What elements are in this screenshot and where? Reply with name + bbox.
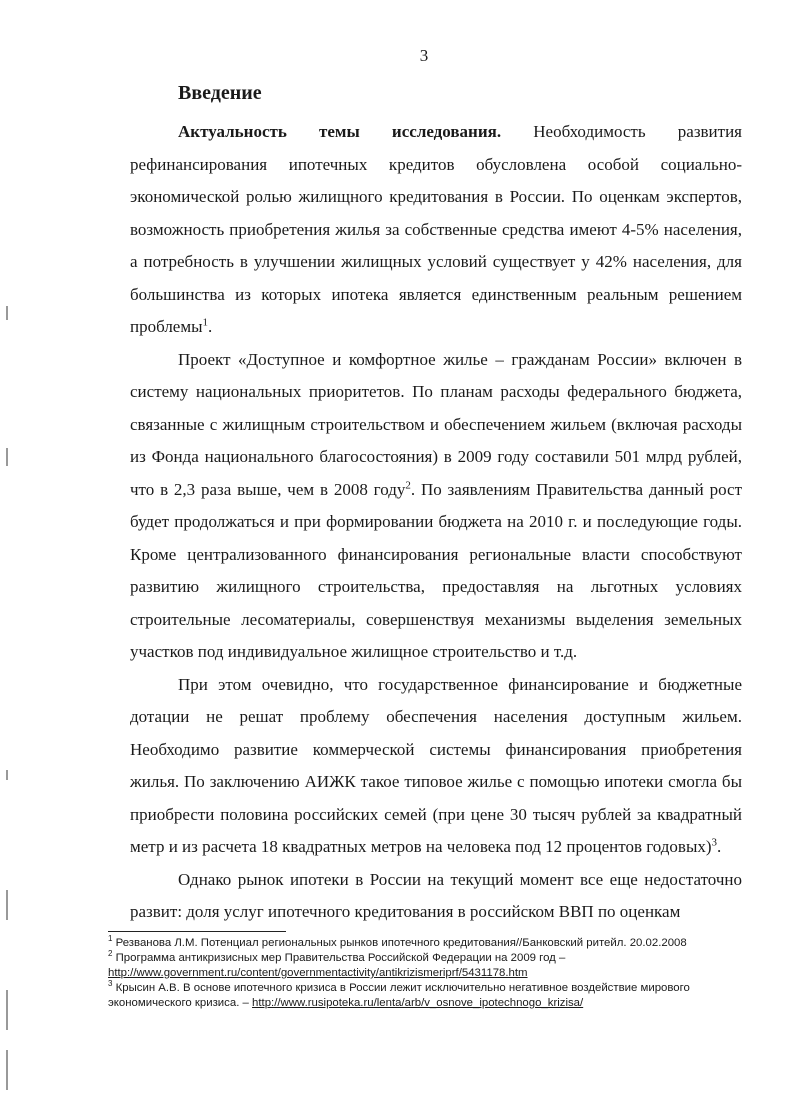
page-number: 3: [419, 46, 429, 65]
paragraph-tail: .: [208, 317, 213, 336]
scan-margin-mark: [6, 770, 8, 780]
footnote-ref-1[interactable]: 1: [202, 316, 209, 329]
footnote-divider: [108, 931, 286, 932]
footnote-number: 1: [108, 934, 113, 944]
scan-margin-mark: [6, 448, 8, 466]
document-body: [130, 116, 742, 929]
page-title: Введение: [178, 82, 262, 104]
footnote-1: [108, 936, 748, 951]
paragraph-project: [130, 344, 742, 669]
footnote-text: Резванова Л.М. Потенциал региональных рынков ипотечного кредитования//Банковский ритейл. 20.02.2008: [112, 937, 687, 949]
paragraph-tail: .: [717, 837, 722, 856]
footnote-2: [108, 951, 748, 981]
paragraph-financing: [130, 669, 742, 864]
paragraph-text: Необходимость развития рефинансирования ипотечных кредитов обусловлена особой социально-экономической ролью жилищного кредитования в России. По оценкам экспертов, возможность приобретения жилья за собственные средства имеют 4-5% населения, а потребность в улучшении жилищных условий существует у 42% населения, для большинства из которых ипотека является единственным реальным решением проблемы: [130, 122, 743, 336]
footnote-number: 3: [108, 979, 113, 989]
footnote-link[interactable]: http://www.government.ru/content/governmentactivity/antikrizismeriprf/5431178.htm: [108, 967, 528, 979]
paragraph-tail: . По заявлениям Правительства данный рост будет продолжаться и при формировании бюджета на 2010 г. и последующие годы. Кроме централизованного финансирования региональные власти способствуют развитию жилищного строительства, предоставляя на льготных условиях строительные лесоматериалы, совершенствуя механизмы выделения земельных участков под индивидуальное жилищное строительство и т.д.: [130, 479, 743, 661]
paragraph-text: Проект «Доступное и комфортное жилье – гражданам России» включен в систему национальных приоритетов. По планам расходы федерального бюджета, связанные с жилищным строительством и обеспечением жильем (включая расходы из Фонда национального благосостояния) в 2009 году составили 501 млрд рублей, что в 2,3 раза выше, чем в 2008 году: [130, 349, 742, 499]
footnote-number: 2: [108, 949, 113, 959]
footnote-text: Крысин А.В. В основе ипотечного кризиса в России лежит исключительно негативное воздействие мирового экономического кризиса. –: [108, 982, 690, 1009]
scan-margin-mark: [6, 306, 8, 320]
paragraph-lead: Актуальность темы исследования.: [178, 122, 502, 141]
paragraph-text: При этом очевидно, что государственное финансирование и бюджетные дотации не решат проблему обеспечения населения доступным жильем. Необходимо развитие коммерческой системы финансирования приобретения жилья. По заключению АИЖК такое типовое жилье с помощью ипотеки смогла бы приобрести половина российских семей (при цене 30 тысяч рублей за квадратный метр и из расчета 18 квадратных метров на человека под 12 процентов годовых): [130, 674, 742, 856]
footnote-link[interactable]: http://www.rusipoteka.ru/lenta/arb/v_osnove_ipotechnogo_krizisa/: [252, 997, 584, 1009]
scan-margin-mark: [6, 1050, 8, 1090]
footnote-ref-3[interactable]: 3: [711, 836, 718, 849]
footnote-text: Программа антикризисных мер Правительства Российской Федерации на 2009 год –: [112, 952, 566, 964]
scan-margin-mark: [6, 890, 8, 920]
scan-margin-mark: [6, 990, 8, 1030]
footnotes: [108, 936, 748, 1011]
footnote-3: [108, 981, 748, 1011]
paragraph-market: [130, 864, 742, 929]
paragraph-relevance: [130, 116, 742, 344]
paragraph-text: Однако рынок ипотеки в России на текущий момент все еще недостаточно развит: доля услуг ипотечного кредитования в российском ВВП по оценкам: [130, 869, 742, 921]
footnote-ref-2[interactable]: 2: [405, 478, 411, 491]
